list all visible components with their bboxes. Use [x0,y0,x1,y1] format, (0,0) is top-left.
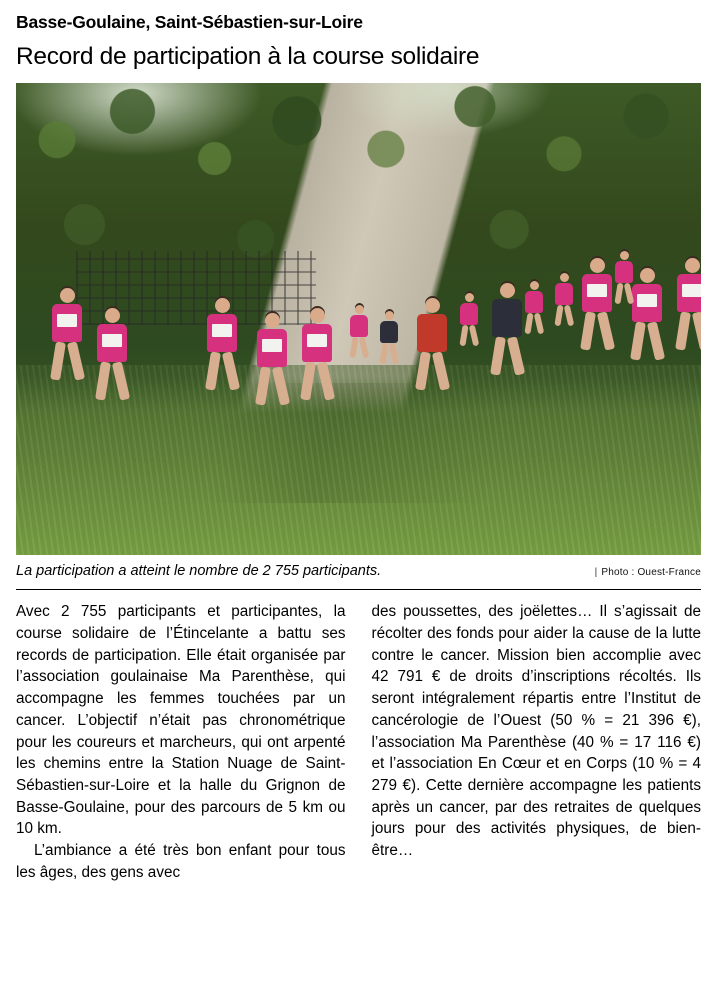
paragraph: L’ambiance a été très bon enfant pour tous les âges, des gens avec [16,842,346,881]
photo-caption-row [16,562,701,580]
runner-figure [611,251,637,305]
runner-figure [46,288,88,382]
body-column-right [372,601,702,883]
article-body [16,601,701,883]
runner-figure [376,311,402,365]
runner-figure [296,308,338,402]
runner-figure [521,281,547,335]
page-title: Record de participation à la course solidaire [16,43,480,70]
runner-figure [671,258,701,352]
paragraph: Avec 2 755 participants et participantes, la course solidaire de l’Étincelante a battu ses records de participation. Elle était organisée par l’association goulainaise Ma Parenthèse, qui accompagne les femmes touchées par un cancer. L’objectif n’était pas chronométrique pour les coureurs et marcheurs, qui ont arpenté les chemins entre la Station Nuage de Saint-Sébastien-sur-Loire et la halle du Grignon de Basse-Goulaine, pour des parcours de 5 km ou 10 km. [16,603,346,838]
photo-caption: La participation a atteint le nombre de 2 755 participants. [16,563,382,580]
runner-figure [551,273,577,327]
credit-separator: | [594,567,598,579]
body-column-left [16,601,346,883]
runner-figure [411,298,453,392]
photo-credit [585,567,701,578]
runner-figure [91,308,133,402]
runner-figure [251,313,293,407]
paragraph: des poussettes, des joëlettes… Il s’agissait de récolter des fonds pour aider la cause de la lutte contre le cancer. Mission bien accomplie avec 42 791 € de droits d’inscriptions récoltés. Ils seront intégralement répartis entre l’Institut de cancérologie de l’Ouest (50 % = 21 396 €), l’association Ma Parenthèse (40 % = 17 116 €) et l’association En Cœur et en Corps (10 % = 4 279 €). Cette dernière accompagne les patients après un cancer, par des retraites de quelques jours pour des activités physiques, de bien-être… [371,603,701,860]
runner-figure [201,298,243,392]
horizontal-rule [16,589,701,590]
runner-figure [346,305,372,359]
credit-text: Photo : Ouest-France [601,567,701,579]
article-kicker: Basse-Goulaine, Saint-Sébastien-sur-Loire [16,12,363,32]
runner-figure [456,293,482,347]
article-photo [16,83,701,555]
